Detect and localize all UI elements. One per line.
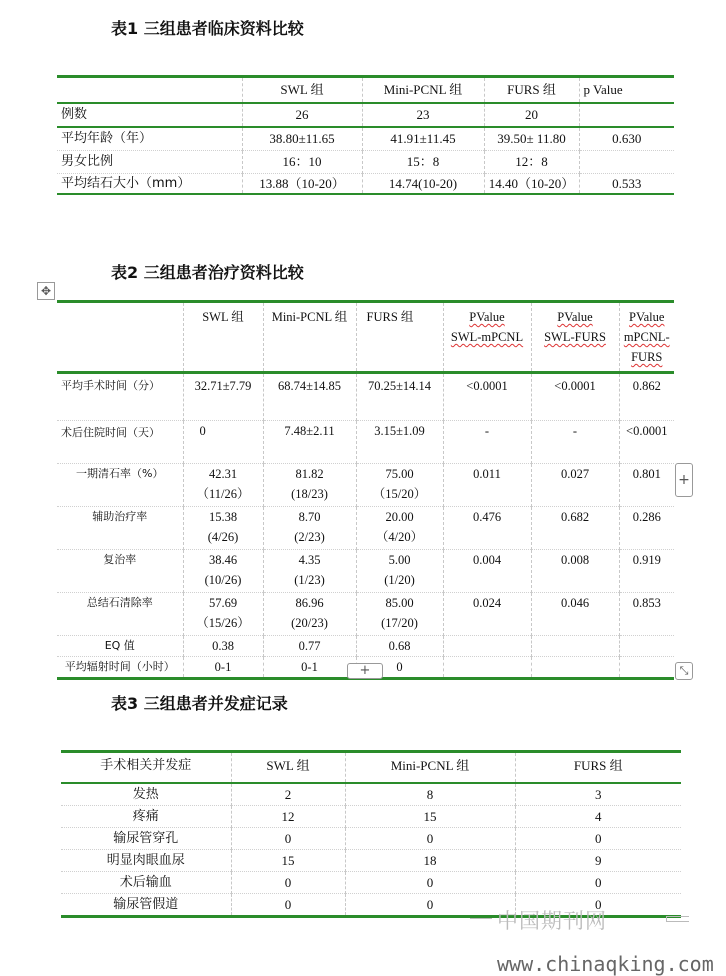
table-cell: 12：8	[484, 151, 579, 174]
cell-line: （15/26）	[196, 616, 250, 630]
cell-line: <0.0001	[626, 424, 668, 438]
cell-line: 57.69	[208, 596, 238, 610]
row-label: 输尿管穿孔	[61, 828, 231, 850]
table-cell	[263, 464, 356, 507]
cell-line: PValue	[629, 310, 665, 324]
table-row	[61, 828, 681, 850]
table-cell: 8	[345, 783, 515, 806]
cell-line: 0.286	[632, 510, 661, 524]
row-label: 输尿管假道	[61, 894, 231, 917]
table-cell	[183, 636, 263, 657]
table-cell	[531, 373, 619, 421]
table-row	[57, 151, 674, 174]
cell-line: （4/20）	[375, 530, 424, 544]
row-label: 平均辐射时间（小时）	[57, 657, 183, 679]
cell-line: FURS 组	[366, 310, 414, 324]
cell-line: 68.74±14.85	[277, 379, 342, 393]
table-cell	[531, 507, 619, 550]
cell-line: mPCNL-	[623, 330, 670, 344]
cell-line: 0.024	[472, 596, 502, 610]
cell-line: 32.71±7.79	[194, 379, 252, 393]
column-header: 手术相关并发症	[61, 752, 231, 784]
table-row	[57, 174, 674, 195]
column-header: SWL 组	[231, 752, 345, 784]
row-label: 复治率	[57, 550, 183, 593]
table-cell	[263, 421, 356, 464]
column-header: Mini-PCNL 组	[345, 752, 515, 784]
cell-line: 38.46	[208, 553, 238, 567]
cell-line: 0.801	[632, 467, 661, 481]
table-cell: 0	[515, 894, 681, 917]
table-cell: 13.88（10-20）	[242, 174, 362, 195]
cell-line: 7.48±2.11	[284, 424, 335, 438]
row-label: 男女比例	[57, 151, 242, 174]
cell-line: SWL-FURS	[544, 330, 606, 344]
table-cell	[183, 421, 263, 464]
table-cell	[443, 373, 531, 421]
table-move-handle[interactable]: ✥	[37, 282, 55, 300]
table-cell	[356, 507, 443, 550]
cell-line: 42.31	[208, 467, 238, 481]
row-label: EQ 值	[57, 636, 183, 657]
table-cell	[619, 636, 674, 657]
table-cell	[443, 636, 531, 657]
table-resize-handle[interactable]: ⤡	[675, 662, 693, 680]
cell-line: 86.96	[295, 596, 324, 610]
table-cell	[619, 550, 674, 593]
table-cell	[619, 507, 674, 550]
cell-line: (2/23)	[294, 530, 325, 544]
cell-line: 3.15±1.09	[374, 424, 425, 438]
cell-line: 15.38	[208, 510, 238, 524]
table-cell	[263, 550, 356, 593]
table-cell: 23	[362, 103, 484, 127]
cell-line: （11/26）	[196, 487, 250, 501]
table-row	[57, 636, 674, 657]
table-row	[61, 806, 681, 828]
table-row	[57, 507, 674, 550]
table-cell	[619, 464, 674, 507]
table-header-row	[61, 752, 681, 784]
cell-line: (17/20)	[381, 616, 418, 630]
table-cell: 38.80±11.65	[242, 127, 362, 151]
column-header: Mini-PCNL 组	[362, 77, 484, 104]
table-row	[57, 464, 674, 507]
table-cell: 0	[231, 894, 345, 917]
cell-line: (18/23)	[291, 487, 328, 501]
column-header: SWL 组	[242, 77, 362, 104]
cell-line: 0.919	[632, 553, 661, 567]
cell-line: SWL-mPCNL	[450, 330, 524, 344]
column-header	[356, 302, 443, 373]
table-cell: 26	[242, 103, 362, 127]
cell-line: 85.00	[385, 596, 414, 610]
table3-caption: 表3 三组患者并发症记录	[111, 694, 288, 713]
cell-line: 0-1	[301, 660, 318, 674]
table-row	[61, 872, 681, 894]
cell-line: 0.008	[560, 553, 590, 567]
table-cell	[263, 593, 356, 636]
clinical-data-table	[57, 75, 674, 195]
cell-line: 0	[199, 424, 206, 438]
row-label: 一期清石率（%）	[57, 464, 183, 507]
table-cell	[619, 593, 674, 636]
table-cell: 0	[231, 828, 345, 850]
table-cell	[619, 421, 674, 464]
table-cell: 9	[515, 850, 681, 872]
cell-line: PValue	[557, 310, 593, 324]
table-header-row	[57, 302, 674, 373]
cell-line: 0	[396, 660, 403, 674]
cell-line: 0.004	[472, 553, 502, 567]
table-cell	[183, 373, 263, 421]
table-cell	[263, 657, 356, 679]
table-cell	[443, 550, 531, 593]
table-cell	[263, 636, 356, 657]
table-row	[57, 593, 674, 636]
table-cell: 0.630	[579, 127, 674, 151]
column-header	[57, 302, 183, 373]
cell-line: (1/23)	[294, 573, 325, 587]
table-cell	[183, 657, 263, 679]
table-cell: 2	[231, 783, 345, 806]
table-cell: 0.533	[579, 174, 674, 195]
table-cell	[531, 593, 619, 636]
table-cell: 15	[345, 806, 515, 828]
cell-line: <0.0001	[466, 379, 508, 393]
cell-line: (1/20)	[384, 573, 415, 587]
table-cell	[531, 657, 619, 679]
table1-caption: 表1 三组患者临床资料比较	[111, 19, 304, 38]
cell-line: Mini-PCNL 组	[271, 310, 348, 324]
watermark-url: www.chinaqking.com	[497, 952, 714, 976]
treatment-data-table	[57, 300, 674, 680]
table-cell: 0	[345, 828, 515, 850]
column-header	[531, 302, 619, 373]
table-cell	[263, 507, 356, 550]
table-cell: 20	[484, 103, 579, 127]
add-row-button[interactable]: +	[347, 663, 383, 679]
column-header	[57, 77, 242, 104]
cell-line: (4/26)	[207, 530, 239, 544]
cell-line: -	[484, 424, 490, 438]
table-cell	[263, 373, 356, 421]
cell-line: 0.77	[298, 639, 321, 653]
table-cell: 0	[515, 872, 681, 894]
row-label: 辅助治疗率	[57, 507, 183, 550]
column-header: p Value	[579, 77, 674, 104]
row-label: 发热	[61, 783, 231, 806]
cell-line: 70.25±14.14	[367, 379, 432, 393]
cell-line: (20/23)	[291, 616, 328, 630]
row-label: 术后住院时间（天）	[57, 421, 183, 464]
watermark-logo: 中国期刊网	[497, 909, 607, 933]
cell-line: 0.027	[560, 467, 590, 481]
table-cell	[356, 421, 443, 464]
table-cell	[183, 593, 263, 636]
table-cell	[356, 464, 443, 507]
cell-line: <0.0001	[554, 379, 596, 393]
cell-line: 81.82	[295, 467, 324, 481]
table2-body	[57, 302, 674, 679]
table-cell: 0	[345, 894, 515, 917]
table-row	[61, 783, 681, 806]
cell-line: SWL 组	[202, 310, 244, 324]
cell-line: 0.682	[560, 510, 590, 524]
page-corner-mark-right	[666, 916, 689, 922]
table-cell	[531, 464, 619, 507]
cell-line: 0.38	[212, 639, 234, 653]
table-cell	[356, 373, 443, 421]
table-cell	[579, 151, 674, 174]
row-label: 平均结石大小（mm）	[57, 174, 242, 195]
column-header: FURS 组	[484, 77, 579, 104]
table-cell: 12	[231, 806, 345, 828]
table-row	[57, 550, 674, 593]
table-cell: 3	[515, 783, 681, 806]
row-label: 例数	[57, 103, 242, 127]
cell-line: 4.35	[298, 553, 321, 567]
column-header: FURS 组	[515, 752, 681, 784]
row-label: 平均年龄（年）	[57, 127, 242, 151]
add-column-button[interactable]: +	[675, 463, 693, 497]
table-cell: 14.74(10-20)	[362, 174, 484, 195]
table-header-row	[57, 77, 674, 104]
table-cell	[531, 550, 619, 593]
table-cell	[443, 593, 531, 636]
row-label: 平均手术时间（分）	[57, 373, 183, 421]
table-cell: 0	[345, 872, 515, 894]
table-cell: 4	[515, 806, 681, 828]
table-cell	[356, 636, 443, 657]
cell-line: PValue	[469, 310, 505, 324]
table-cell: 16：10	[242, 151, 362, 174]
row-label: 总结石清除率	[57, 593, 183, 636]
cell-line: 75.00	[385, 467, 414, 481]
cell-line: 0.046	[560, 596, 590, 610]
table-row	[57, 103, 674, 127]
table-cell	[619, 373, 674, 421]
table-cell: 15：8	[362, 151, 484, 174]
complications-table	[61, 750, 681, 918]
table3-body	[61, 752, 681, 917]
table-cell	[356, 593, 443, 636]
cell-line: （15/20）	[372, 487, 427, 501]
table-row	[57, 421, 674, 464]
column-header	[443, 302, 531, 373]
row-label: 疼痛	[61, 806, 231, 828]
table-row	[61, 850, 681, 872]
cell-line: 0.862	[632, 379, 661, 393]
cell-line: 0.853	[632, 596, 661, 610]
cell-line: (10/26)	[204, 573, 242, 587]
cell-line: 8.70	[298, 510, 321, 524]
table-cell	[183, 464, 263, 507]
table-cell: 0	[231, 872, 345, 894]
table-cell	[443, 657, 531, 679]
table-cell: 0	[515, 828, 681, 850]
table-cell	[579, 103, 674, 127]
table-cell	[531, 636, 619, 657]
row-label: 明显肉眼血尿	[61, 850, 231, 872]
cell-line: 0.476	[472, 510, 502, 524]
column-header	[263, 302, 356, 373]
page-corner-mark-left	[470, 918, 492, 919]
cell-line: -	[572, 424, 578, 438]
cell-line: 20.00	[385, 510, 414, 524]
table-cell	[531, 421, 619, 464]
cell-line: FURS	[631, 350, 663, 364]
table-cell	[443, 464, 531, 507]
table-cell	[356, 550, 443, 593]
table-cell: 14.40（10-20）	[484, 174, 579, 195]
cell-line: 0.68	[388, 639, 411, 653]
cell-line: 5.00	[388, 553, 411, 567]
cell-line: 0.011	[473, 467, 501, 481]
column-header	[619, 302, 674, 373]
table-cell	[183, 550, 263, 593]
table-cell	[183, 507, 263, 550]
table-cell: 18	[345, 850, 515, 872]
table-cell	[619, 657, 674, 679]
table-cell: 41.91±11.45	[362, 127, 484, 151]
table1-body	[57, 77, 674, 195]
row-label: 术后输血	[61, 872, 231, 894]
table-cell	[443, 507, 531, 550]
table-row	[57, 127, 674, 151]
table-row	[57, 373, 674, 421]
table-cell: 39.50± 11.80	[484, 127, 579, 151]
cell-line: 0-1	[214, 660, 232, 674]
table-cell: 15	[231, 850, 345, 872]
column-header	[183, 302, 263, 373]
table2-caption: 表2 三组患者治疗资料比较	[111, 263, 304, 282]
table-cell	[443, 421, 531, 464]
